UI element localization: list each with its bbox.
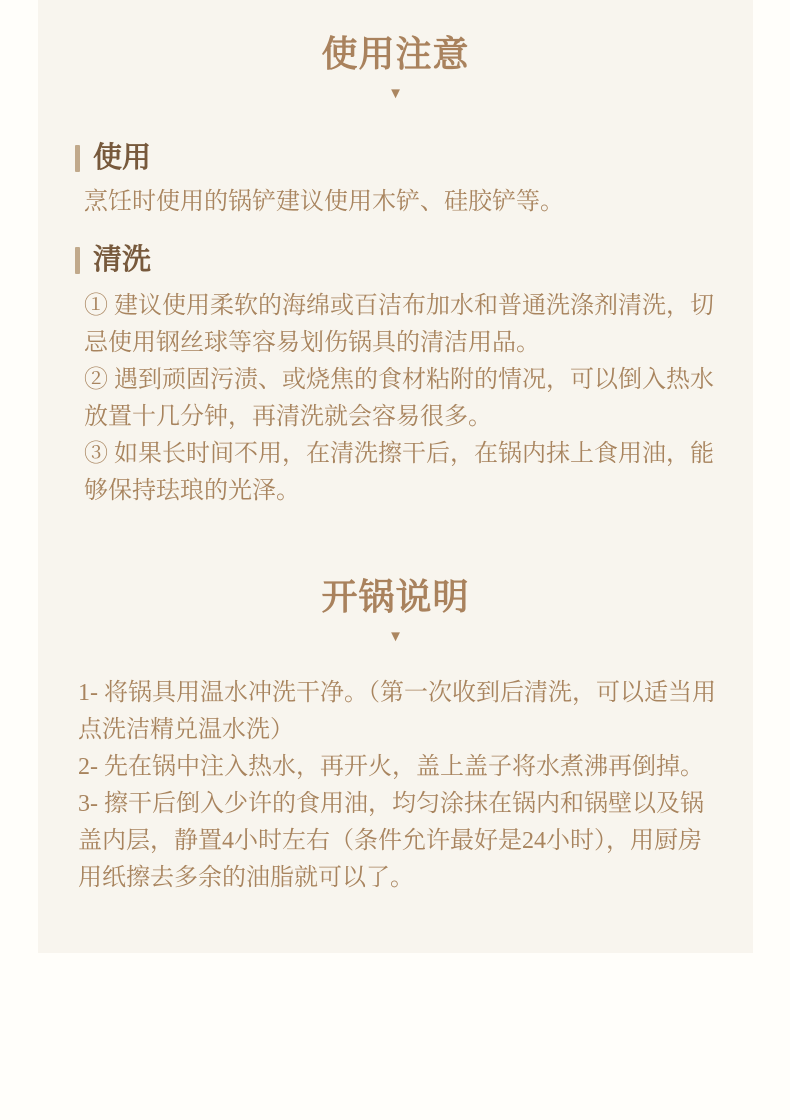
use-paragraph: 烹饪时使用的锅铲建议使用木铲、硅胶铲等。 bbox=[84, 189, 564, 215]
usage-notes-title: 使用注意 bbox=[321, 34, 470, 74]
seasoning-title: 开锅说明 bbox=[321, 577, 470, 617]
seasoning-step-1: 1- 将锅具用温水冲洗干净。（第一次收到后清洗，可以适当用点洗洁精兑温水洗） bbox=[78, 680, 716, 743]
heading-bar-icon bbox=[75, 145, 80, 172]
cleaning-group-heading-label: 清洗 bbox=[93, 244, 152, 276]
cleaning-paragraph-1: ① 建议使用柔软的海绵或百洁布加水和普通洗涤剂清洗，切忌使用钢丝球等容易划伤锅具的清洁用品。 bbox=[84, 293, 714, 356]
use-group-heading bbox=[75, 141, 753, 175]
cleaning-paragraph-2: ② 遇到顽固污渍、或烧焦的食材粘附的情况，可以倒入热水放置十几分钟，再清洗就会容易很多。 bbox=[84, 367, 714, 430]
instructions-card bbox=[38, 0, 753, 953]
seasoning-steps bbox=[78, 675, 720, 897]
down-triangle-icon: ▼ bbox=[388, 629, 403, 645]
cleaning-paragraph-3: ③ 如果长时间不用，在清洗擦干后，在锅内抹上食用油，能够保持珐琅的光泽。 bbox=[84, 441, 714, 504]
cleaning-paragraphs bbox=[84, 288, 726, 510]
usage-notes-section bbox=[38, 0, 753, 510]
cleaning-group-heading bbox=[75, 243, 753, 277]
cleaning-group bbox=[38, 243, 753, 510]
down-triangle-icon: ▼ bbox=[388, 86, 403, 102]
seasoning-section bbox=[38, 575, 753, 897]
use-group bbox=[38, 141, 753, 221]
heading-bar-icon bbox=[75, 247, 80, 274]
use-group-heading-label: 使用 bbox=[93, 142, 152, 174]
seasoning-step-2: 2- 先在锅中注入热水，再开火，盖上盖子将水煮沸再倒掉。 bbox=[78, 754, 704, 780]
seasoning-step-3: 3- 擦干后倒入少许的食用油，均匀涂抹在锅内和锅壁以及锅盖内层，静置4小时左右（条件允许最好是24小时），用厨房用纸擦去多余的油脂就可以了。 bbox=[78, 791, 704, 891]
